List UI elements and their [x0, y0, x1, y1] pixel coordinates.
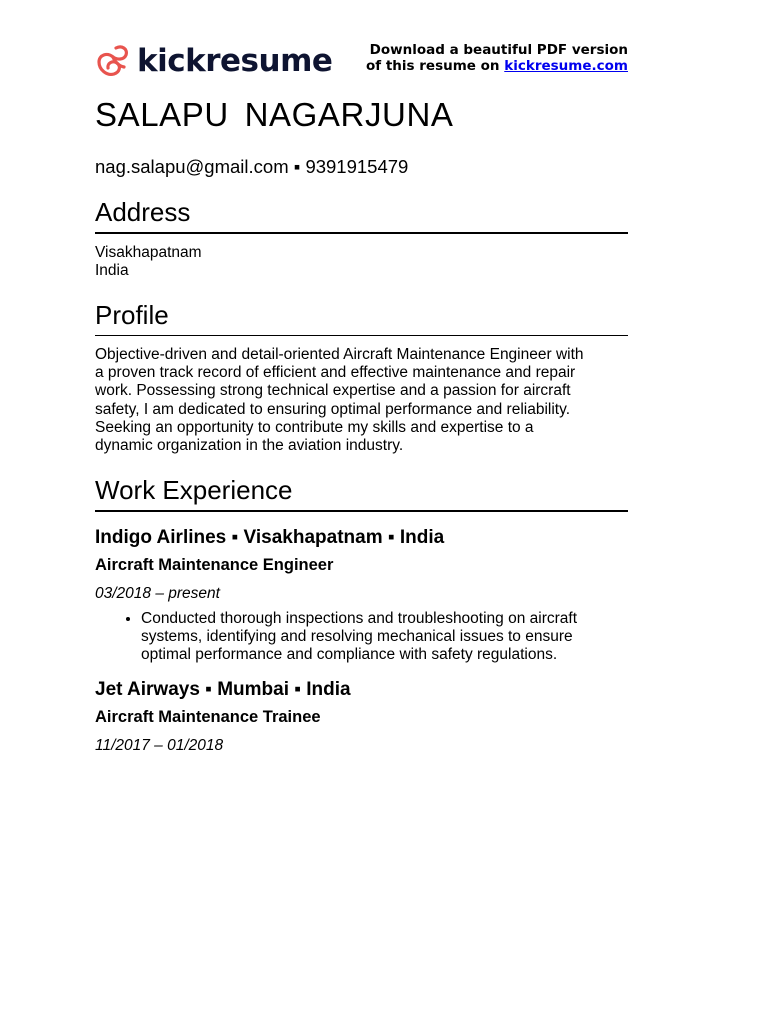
job-heading: Jet Airways ▪ Mumbai ▪ India — [95, 678, 351, 700]
kickresume-logo-icon — [95, 42, 131, 80]
work-experience-section — [95, 474, 628, 756]
brand-name: kickresume — [137, 43, 333, 79]
bullet-line: Conducted thorough inspections and troubleshooting on aircraft — [141, 610, 578, 627]
profile-line: safety, I am dedicated to ensuring optimal performance and reliability. — [95, 400, 571, 418]
profile-line: Objective-driven and detail-oriented Aircraft Maintenance Engineer with — [95, 346, 584, 363]
job-role: Aircraft Maintenance Engineer — [95, 556, 334, 574]
job-entry — [95, 526, 628, 665]
job-entry — [95, 678, 628, 756]
kickresume-link[interactable]: kickresume.com — [504, 58, 628, 74]
profile-line: dynamic organization in the aviation industry. — [95, 437, 404, 455]
bullet-line: systems, identifying and resolving mechanical issues to ensure — [141, 628, 573, 646]
promo-line-2 — [366, 58, 628, 74]
job-role: Aircraft Maintenance Trainee — [95, 707, 321, 726]
address-section — [95, 196, 628, 280]
profile-line: a proven track record of efficient and effective maintenance and repair — [95, 364, 576, 382]
job-dates: 03/2018 – present — [95, 585, 220, 602]
brand-header — [95, 42, 332, 80]
job-heading: Indigo Airlines ▪ Visakhapatnam ▪ India — [95, 527, 445, 548]
work-experience-heading: Work Experience — [95, 474, 628, 512]
address-heading: Address — [95, 196, 628, 234]
profile-line: work. Possessing strong technical expertise and a passion for aircraft — [95, 382, 571, 400]
address-line-2: India — [95, 262, 129, 280]
job-bullet — [141, 610, 628, 665]
contact-info: nag.salapu@gmail.com ▪ 9391915479 — [95, 156, 409, 177]
bullet-line: optimal performance and compliance with safety regulations. — [141, 646, 558, 664]
profile-section — [95, 299, 628, 455]
promo-line-1: Download a beautiful PDF version — [369, 42, 628, 58]
person-name: SALAPU NAGARJUNA — [95, 96, 454, 133]
promo-line-2-prefix: of this resume on — [366, 58, 500, 74]
address-line-1: Visakhapatnam — [95, 244, 202, 261]
profile-line: Seeking an opportunity to contribute my skills and expertise to a — [95, 418, 534, 436]
profile-heading: Profile — [95, 299, 628, 336]
promo-text — [366, 42, 628, 74]
job-bullets — [95, 610, 628, 665]
job-dates: 11/2017 – 01/2018 — [95, 736, 224, 754]
